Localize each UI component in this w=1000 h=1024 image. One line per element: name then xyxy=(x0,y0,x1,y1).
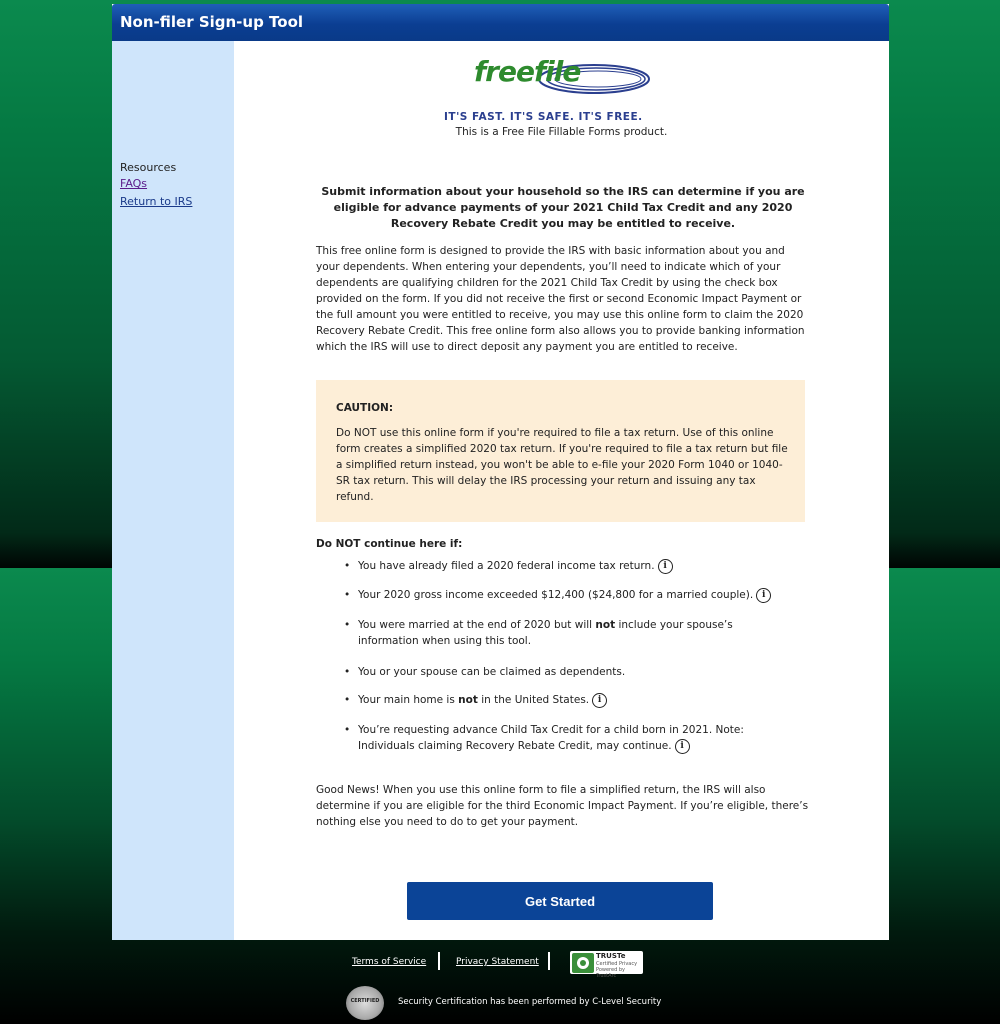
list-item-text: in the United States. xyxy=(477,694,590,706)
list-item xyxy=(344,558,784,574)
list-item-text: Your 2020 gross income exceeded $12,400 ($24,800 for a married couple). xyxy=(358,589,754,601)
truste-badge[interactable] xyxy=(570,951,643,979)
page-headline: Submit information about your household so the IRS can determine if you are eligible for advance payments of your 2021 Child Tax Credit and any 2020 Recovery Rebate Credit you may be entitled to receive. xyxy=(321,185,805,230)
list-item-bold: not xyxy=(595,619,616,631)
list-item xyxy=(344,617,784,649)
terms-of-service-link[interactable]: Terms of Service xyxy=(352,957,427,967)
app-title: Non-filer Sign-up Tool xyxy=(120,13,304,31)
truste-seal-icon xyxy=(572,953,594,973)
sidebar xyxy=(112,41,234,940)
product-line: This is a Free File Fillable Forms product. xyxy=(455,126,668,138)
list-item-text: You have already filed a 2020 federal income tax return. xyxy=(358,560,655,572)
seal-text: CERTIFIED xyxy=(350,998,380,1004)
logo-tagline: IT'S FAST. IT'S SAFE. IT'S FREE. xyxy=(444,111,643,123)
footer-divider xyxy=(548,952,550,970)
sidebar-link-faqs[interactable]: FAQs xyxy=(120,177,148,190)
sidebar-link-return-to-irs[interactable]: Return to IRS xyxy=(120,195,193,208)
list-item-text: You’re requesting advance Child Tax Credit for a child born in 2021. Note: Individuals claiming Recovery Rebate Credit, may continue. xyxy=(358,724,744,752)
resources-label: Resources xyxy=(120,161,177,174)
list-item xyxy=(344,664,784,680)
info-icon[interactable]: i xyxy=(658,559,673,574)
footer xyxy=(0,940,1000,1024)
truste-sub-line: Powered by TrustArc xyxy=(596,967,625,979)
app-frame xyxy=(112,4,889,940)
privacy-statement-link[interactable]: Privacy Statement xyxy=(456,957,539,967)
list-item-text: Your main home is xyxy=(358,694,459,706)
truste-title: TRUSTe xyxy=(596,952,626,960)
get-started-button[interactable]: Get Started xyxy=(407,882,713,920)
truste-sub xyxy=(596,961,643,979)
list-item-text: You were married at the end of 2020 but will xyxy=(358,619,596,631)
list-item-text: include your spouse’s information when using this tool. xyxy=(358,619,733,647)
list-item-text: You or your spouse can be claimed as dependents. xyxy=(358,666,626,678)
good-news-paragraph: Good News! When you use this online form to file a simplified return, the IRS will also determine if you are eligible for the third Economic Impact Payment. If you’re eligible, there’s nothing else you need to do to get your payment. xyxy=(316,784,809,828)
do-not-continue-heading: Do NOT continue here if: xyxy=(316,538,463,550)
info-icon[interactable]: i xyxy=(756,588,771,603)
info-icon[interactable]: i xyxy=(592,693,607,708)
caution-text: Do NOT use this online form if you're required to file a tax return. Use of this online form creates a simplified 2020 tax return. If you're required to file a tax return but file a simplified return instead, you won't be able to e-file your 2020 Form 1040 or 1040-SR tax return. This will delay the IRS processing your return and issuing any tax refund. xyxy=(336,427,788,503)
freefile-logo xyxy=(444,55,684,123)
clevel-security-seal-icon xyxy=(346,986,384,1020)
list-item-bold: not xyxy=(458,694,478,706)
logo-wordmark: freefile xyxy=(474,55,581,88)
caution-box xyxy=(316,380,805,522)
title-bar xyxy=(112,4,889,41)
caution-title: CAUTION: xyxy=(336,402,394,414)
list-item xyxy=(344,587,784,603)
security-certification-text: Security Certification has been performed by C-Level Security xyxy=(398,997,662,1007)
info-icon[interactable]: i xyxy=(675,739,690,754)
footer-divider xyxy=(438,952,440,970)
intro-paragraph: This free online form is designed to provide the IRS with basic information about you and your dependents. When entering your dependents, you’ll need to indicate which of your dependents are qualifying children for the 2021 Child Tax Credit by using the check box provided on the form. If you did not receive the first or second Economic Impact Payment or the full amount you were entitled to receive, you may use this online form to claim the 2020 Recovery Rebate Credit. This free online form also allows you to provide banking information which the IRS will use to direct deposit any payment you are entitled to receive. xyxy=(316,245,805,353)
list-item xyxy=(344,692,784,708)
list-item xyxy=(344,722,784,754)
truste-sub-line: Certified Privacy xyxy=(596,961,638,967)
main-content xyxy=(234,41,889,940)
